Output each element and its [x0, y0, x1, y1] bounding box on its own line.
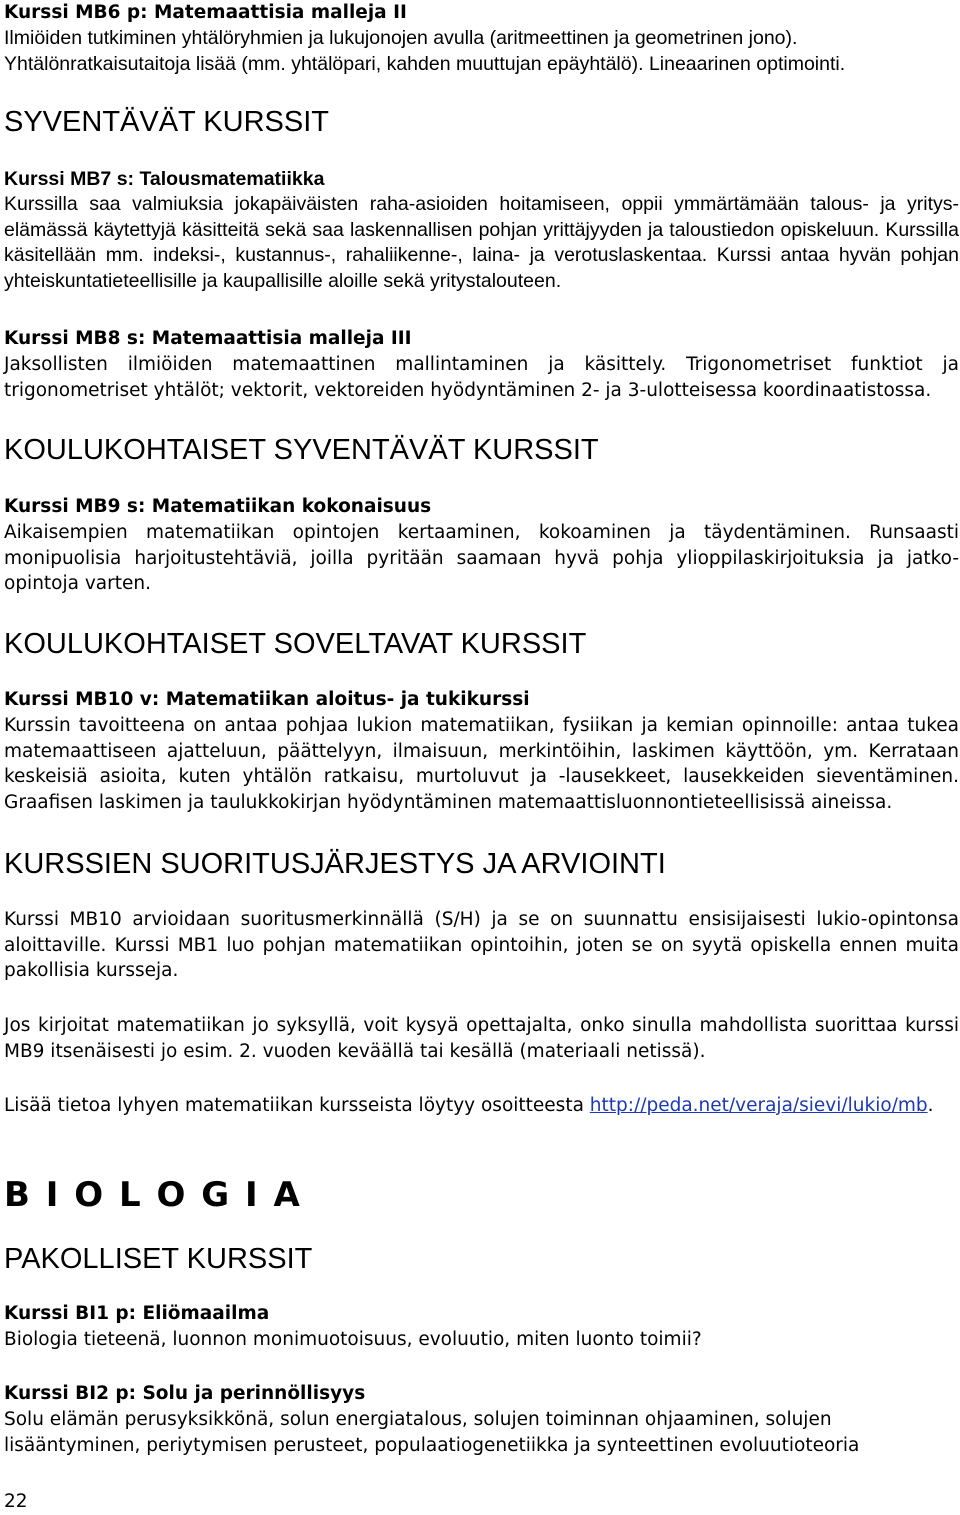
paragraph: Kurssi MB10 arvioidaan suoritusmerkinnällä (S/H) ja se on suunnattu ensisijaisesti lukio-opintonsa aloittaville. Kurssi MB1 luo pohjan matematiikan opintoihin, joten se on syytä opiskella ennen muita pakollisia kursseja. — [4, 909, 959, 981]
course-title: Kurssi MB10 v: Matematiikan aloitus- ja tukikurssi — [4, 689, 530, 710]
course-description: Kurssin tavoitteena on antaa pohjaa lukion matematiikan, fysiikan ja kemian opinnoille: antaa tukea matemaattiseen ajatteluun, päättelyyn, ilmaisuun, merkintöihin, laskimen käyttöön, ym. Kerrataan keskeisiä asioita, kuten yhtälön ratkaisu, murtoluvut ja -lausekkeet, lausekkeiden sieventäminen. Graafisen laskimen ja taulukkokirjan hyödyntäminen matemaattisluonnontieteellisissä aineissa. — [4, 715, 959, 813]
section-heading-suoritusjarjestys: KURSSIEN SUORITUSJÄRJESTYS JA ARVIOINTI — [4, 848, 666, 880]
arviointi-paragraph-3 — [4, 1093, 959, 1119]
course-mb10 — [4, 687, 959, 815]
course-description: Jaksollisten ilmiöiden matemaattinen mallintaminen ja käsittely. Trigonometriset funktiot ja trigonometriset yhtälöt; vektorit, vektoreiden hyödyntäminen 2- ja 3-ulotteisessa koordinaatistossa. — [4, 354, 959, 401]
course-mb7 — [4, 166, 959, 294]
section-heading-syventavat: SYVENTÄVÄT KURSSIT — [4, 106, 329, 138]
arviointi-paragraph-1 — [4, 907, 959, 984]
course-description: Ilmiöiden tutkiminen yhtälöryhmien ja lukujonojen avulla (aritmeettinen ja geometrinen jono). Yhtälönratkaisutaitoja lisää (mm. yhtälöpari, kahden muuttujan epäyhtälö). Lineaarinen optimointi. — [4, 27, 846, 75]
course-title: Kurssi MB6 p: Matemaattisia malleja II — [4, 2, 407, 23]
course-title: Kurssi MB8 s: Matemaattisia malleja III — [4, 328, 412, 349]
course-description: Aikaisempien matematiikan opintojen kertaaminen, kokoaminen ja täydentäminen. Runsaasti monipuolisia harjoitustehtäviä, joilla pyritään saamaan hyvä pohja ylioppilaskirjoituksia ja jatko-opintoja varten. — [4, 522, 959, 594]
course-info-link[interactable]: http://peda.net/veraja/sievi/lukio/mb — [589, 1095, 928, 1116]
course-mb9 — [4, 494, 959, 597]
course-description: Solu elämän perusyksikkönä, solun energiatalous, solujen toiminnan ohjaaminen, solujen lisääntyminen, periytymisen perusteet, populaatiogenetiikka ja synteettinen evoluutioteoria — [4, 1409, 860, 1456]
paragraph — [4, 1093, 959, 1119]
course-title: Kurssi MB7 s: Talousmatematiikka — [4, 168, 325, 190]
course-title: Kurssi BI1 p: Eliömaailma — [4, 1303, 270, 1324]
section-heading-koulukohtaiset-syventavat: KOULUKOHTAISET SYVENTÄVÄT KURSSIT — [4, 434, 599, 466]
page-number: 22 — [4, 1491, 28, 1512]
course-mb8 — [4, 326, 959, 403]
subject-heading-biologia: B I O L O G I A — [4, 1175, 302, 1215]
course-bi1 — [4, 1301, 959, 1353]
section-heading-koulukohtaiset-soveltavat: KOULUKOHTAISET SOVELTAVAT KURSSIT — [4, 628, 587, 660]
arviointi-paragraph-2 — [4, 1013, 959, 1064]
paragraph-text-suffix: . — [927, 1095, 934, 1116]
course-description: Kurssilla saa valmiuksia jokapäiväisten raha-asioiden hoitamiseen, oppii ymmärtämään talous- ja yrityselämässä käytettyjä käsitteitä sekä saa laskennallisen pohjan yrittäjyyden ja taloustiedon opiskeluun. Kurssilla käsitellään mm. indeksi-, kustannus-, rahaliikenne-, laina- ja verotuslaskentaa. Kurssi antaa hyvän pohjan yhteiskuntatieteellisille ja kaupallisille aloille sekä yritystalouteen. — [4, 193, 959, 292]
course-title: Kurssi BI2 p: Solu ja perinnöllisyys — [4, 1383, 366, 1404]
course-description: Biologia tieteenä, luonnon monimuotoisuus, evoluutio, miten luonto toimii? — [4, 1329, 702, 1350]
section-heading-pakolliset: PAKOLLISET KURSSIT — [4, 1243, 313, 1275]
paragraph: Jos kirjoitat matematiikan jo syksyllä, voit kysyä opettajalta, onko sinulla mahdollista suorittaa kurssi MB9 itsenäisesti jo esim. 2. vuoden keväällä tai kesällä (materiaali netissä). — [4, 1015, 959, 1062]
paragraph-text: Lisää tietoa lyhyen matematiikan kursseista löytyy osoitteesta — [4, 1095, 590, 1116]
course-bi2 — [4, 1381, 959, 1458]
course-title: Kurssi MB9 s: Matematiikan kokonaisuus — [4, 496, 432, 517]
course-mb6 — [4, 0, 959, 77]
